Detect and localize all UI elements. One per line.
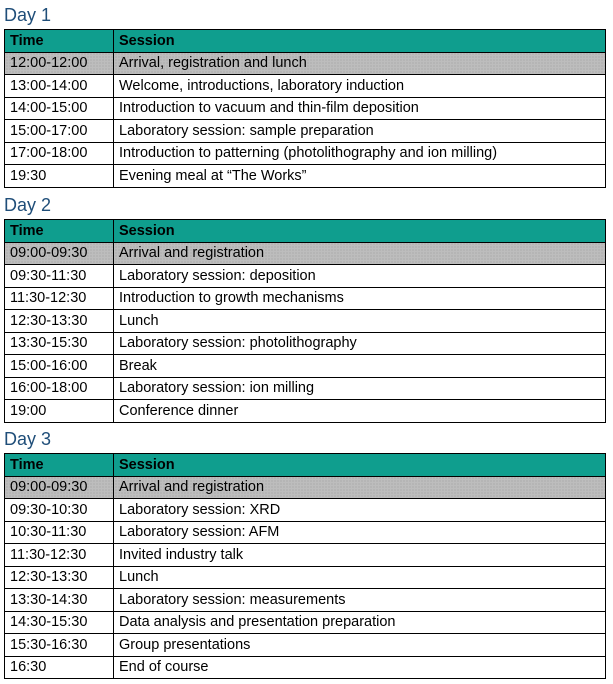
table-row [5,120,606,143]
session-cell: Laboratory session: sample preparation [114,120,606,143]
day-3-heading: Day 3 [4,429,52,449]
session-cell: End of course [114,656,606,679]
day-1-schedule-table [4,29,606,188]
table-row [5,400,606,423]
table-header-row [5,454,606,477]
time-cell: 16:30 [5,656,114,679]
time-cell: 13:30-15:30 [5,332,114,355]
session-cell: Group presentations [114,634,606,657]
session-cell: Invited industry talk [114,544,606,567]
time-cell: 09:30-11:30 [5,265,114,288]
session-cell: Laboratory session: ion milling [114,377,606,400]
table-row [5,165,606,188]
session-cell: Evening meal at “The Works” [114,165,606,188]
session-cell: Laboratory session: XRD [114,499,606,522]
session-cell: Break [114,355,606,378]
table-row [5,499,606,522]
time-cell: 15:00-17:00 [5,120,114,143]
time-cell: 09:00-09:30 [5,476,114,499]
time-cell: 11:30-12:30 [5,544,114,567]
table-row [5,355,606,378]
table-row [5,634,606,657]
table-row [5,265,606,288]
time-cell: 13:30-14:30 [5,589,114,612]
time-cell: 19:00 [5,400,114,423]
table-row [5,566,606,589]
time-cell: 14:30-15:30 [5,611,114,634]
table-header-row [5,220,606,243]
time-cell: 12:00-12:00 [5,52,114,75]
table-row [5,377,606,400]
table-row [5,332,606,355]
table-header-row [5,30,606,53]
time-cell: 15:00-16:00 [5,355,114,378]
time-cell: 09:30-10:30 [5,499,114,522]
table-row [5,52,606,75]
table-row [5,544,606,567]
day-2-heading: Day 2 [4,195,52,215]
session-column-header: Session [114,454,606,477]
session-cell: Laboratory session: photolithography [114,332,606,355]
time-cell: 12:30-13:30 [5,566,114,589]
time-cell: 16:00-18:00 [5,377,114,400]
session-column-header: Session [114,220,606,243]
table-row [5,521,606,544]
time-cell: 10:30-11:30 [5,521,114,544]
session-cell: Introduction to growth mechanisms [114,287,606,310]
time-cell: 09:00-09:30 [5,242,114,265]
time-column-header: Time [5,30,114,53]
session-cell: Welcome, introductions, laboratory induction [114,75,606,98]
time-cell: 13:00-14:00 [5,75,114,98]
session-cell: Arrival and registration [114,476,606,499]
session-cell: Lunch [114,310,606,333]
session-cell: Laboratory session: deposition [114,265,606,288]
session-cell: Laboratory session: measurements [114,589,606,612]
table-row [5,142,606,165]
time-column-header: Time [5,454,114,477]
time-cell: 17:00-18:00 [5,142,114,165]
session-cell: Introduction to patterning (photolithography and ion milling) [114,142,606,165]
session-cell: Lunch [114,566,606,589]
time-cell: 15:30-16:30 [5,634,114,657]
session-cell: Data analysis and presentation preparation [114,611,606,634]
session-cell: Arrival, registration and lunch [114,52,606,75]
table-row [5,97,606,120]
session-cell: Introduction to vacuum and thin-film deposition [114,97,606,120]
table-row [5,656,606,679]
session-cell: Conference dinner [114,400,606,423]
session-cell: Laboratory session: AFM [114,521,606,544]
table-row [5,75,606,98]
table-row [5,476,606,499]
day-1-heading: Day 1 [4,5,52,25]
day-2-schedule-table [4,219,606,423]
table-row [5,287,606,310]
session-cell: Arrival and registration [114,242,606,265]
time-column-header: Time [5,220,114,243]
table-row [5,242,606,265]
table-row [5,611,606,634]
time-cell: 19:30 [5,165,114,188]
session-column-header: Session [114,30,606,53]
time-cell: 12:30-13:30 [5,310,114,333]
time-cell: 14:00-15:00 [5,97,114,120]
table-row [5,589,606,612]
table-row [5,310,606,333]
day-3-schedule-table [4,453,606,679]
time-cell: 11:30-12:30 [5,287,114,310]
